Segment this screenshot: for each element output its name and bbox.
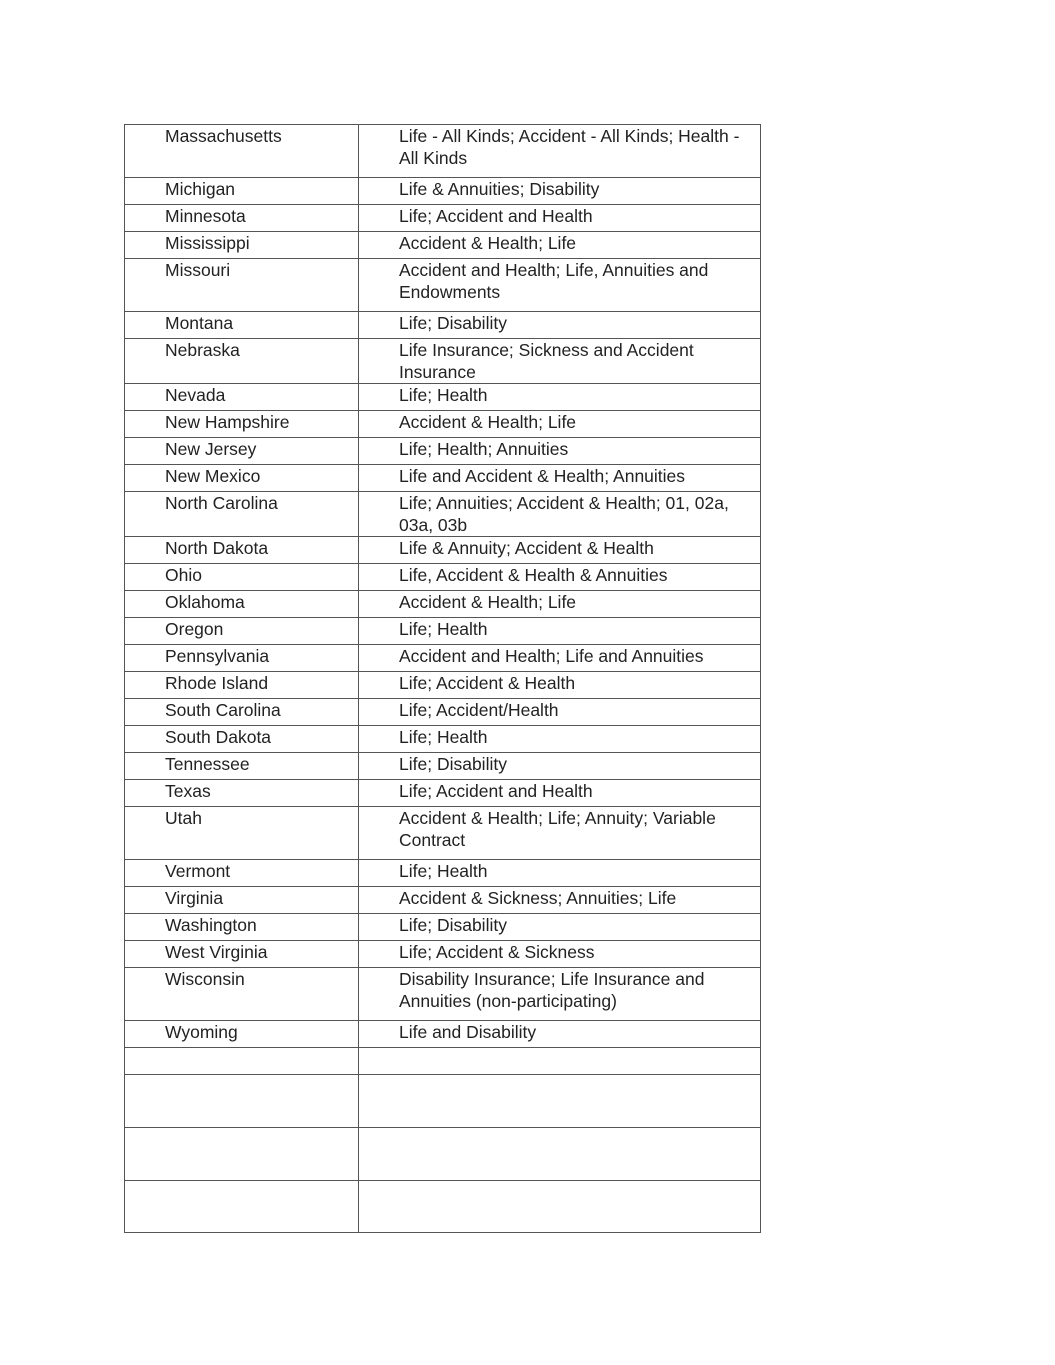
- state-name: Texas: [165, 781, 211, 801]
- state-cell: [125, 537, 359, 564]
- state-cell: [125, 1128, 359, 1181]
- state-cell: [125, 411, 359, 438]
- state-name: Oregon: [165, 619, 224, 639]
- lines-of-authority: Life; Accident & Health: [399, 673, 576, 693]
- state-name: West Virginia: [165, 942, 268, 962]
- state-name: Minnesota: [165, 206, 246, 226]
- state-name: Montana: [165, 313, 234, 333]
- state-cell: [125, 178, 359, 205]
- state-name: Missouri: [165, 260, 231, 280]
- lines-of-authority: Life; Annuities; Accident & Health; 01, 02a, 03a, 03b: [399, 493, 729, 535]
- table-row: [125, 941, 761, 968]
- table-row: [125, 465, 761, 492]
- table-row: [125, 339, 761, 384]
- lines-cell: [359, 914, 761, 941]
- table-row: [125, 1128, 761, 1181]
- table-row: [125, 753, 761, 780]
- state-name: New Jersey: [165, 439, 257, 459]
- table-row: [125, 618, 761, 645]
- state-name: Utah: [165, 808, 202, 828]
- lines-cell: [359, 591, 761, 618]
- table-row: [125, 780, 761, 807]
- lines-cell: [359, 645, 761, 672]
- state-cell: [125, 384, 359, 411]
- lines-of-authority: Life; Health: [399, 619, 488, 639]
- state-name: Nebraska: [165, 340, 240, 360]
- lines-cell: [359, 1075, 761, 1128]
- lines-of-authority: Life and Disability: [399, 1022, 537, 1042]
- table-row: [125, 591, 761, 618]
- state-cell: [125, 205, 359, 232]
- table-row: [125, 384, 761, 411]
- state-cell: [125, 465, 359, 492]
- lines-cell: [359, 259, 761, 312]
- table-row: [125, 1048, 761, 1075]
- lines-cell: [359, 672, 761, 699]
- lines-cell: [359, 1021, 761, 1048]
- state-name: Rhode Island: [165, 673, 269, 693]
- state-cell: [125, 1048, 359, 1075]
- lines-cell: [359, 807, 761, 860]
- lines-of-authority: Life; Health: [399, 861, 488, 881]
- state-name: North Dakota: [165, 538, 269, 558]
- lines-of-authority: Life; Disability: [399, 313, 507, 333]
- state-licenses-table: [124, 124, 761, 1233]
- table-row: [125, 887, 761, 914]
- state-cell: [125, 726, 359, 753]
- lines-cell: [359, 699, 761, 726]
- table-row: [125, 564, 761, 591]
- state-name: North Carolina: [165, 493, 278, 513]
- state-name: Vermont: [165, 861, 231, 881]
- lines-cell: [359, 618, 761, 645]
- state-cell: [125, 564, 359, 591]
- state-cell: [125, 1021, 359, 1048]
- lines-cell: [359, 465, 761, 492]
- state-cell: [125, 312, 359, 339]
- table-row: [125, 259, 761, 312]
- lines-cell: [359, 887, 761, 914]
- state-cell: [125, 968, 359, 1021]
- lines-of-authority: Life; Health; Annuities: [399, 439, 569, 459]
- state-cell: [125, 125, 359, 178]
- table-row: [125, 178, 761, 205]
- lines-of-authority: Accident & Health; Life; Annuity; Variable Contract: [399, 808, 716, 850]
- lines-of-authority: Life; Accident/Health: [399, 700, 559, 720]
- state-name: Pennsylvania: [165, 646, 270, 666]
- state-name: Virginia: [165, 888, 224, 908]
- lines-of-authority: Life; Disability: [399, 754, 507, 774]
- state-cell: [125, 1075, 359, 1128]
- lines-cell: [359, 339, 761, 384]
- lines-of-authority: Accident and Health; Life and Annuities: [399, 646, 704, 666]
- state-name: Wisconsin: [165, 969, 245, 989]
- state-cell: [125, 438, 359, 465]
- lines-of-authority: Life; Health: [399, 385, 488, 405]
- state-cell: [125, 887, 359, 914]
- lines-cell: [359, 384, 761, 411]
- lines-of-authority: Life & Annuities; Disability: [399, 179, 600, 199]
- lines-of-authority: Accident & Sickness; Annuities; Life: [399, 888, 677, 908]
- lines-of-authority: Life, Accident & Health & Annuities: [399, 565, 668, 585]
- lines-of-authority: Accident & Health; Life: [399, 233, 577, 253]
- lines-cell: [359, 1128, 761, 1181]
- lines-cell: [359, 1181, 761, 1233]
- lines-cell: [359, 537, 761, 564]
- state-cell: [125, 672, 359, 699]
- lines-of-authority: Life & Annuity; Accident & Health: [399, 538, 654, 558]
- lines-cell: [359, 968, 761, 1021]
- state-cell: [125, 618, 359, 645]
- lines-cell: [359, 860, 761, 887]
- state-cell: [125, 259, 359, 312]
- lines-cell: [359, 726, 761, 753]
- state-cell: [125, 941, 359, 968]
- state-cell: [125, 645, 359, 672]
- lines-of-authority: Disability Insurance; Life Insurance and Annuities (non-participating): [399, 969, 705, 1011]
- state-cell: [125, 1181, 359, 1233]
- lines-cell: [359, 411, 761, 438]
- state-name: Michigan: [165, 179, 236, 199]
- table-row: [125, 1021, 761, 1048]
- table-row: [125, 537, 761, 564]
- state-cell: [125, 591, 359, 618]
- state-cell: [125, 780, 359, 807]
- state-name: Ohio: [165, 565, 202, 585]
- state-cell: [125, 339, 359, 384]
- lines-cell: [359, 780, 761, 807]
- table-row: [125, 726, 761, 753]
- lines-of-authority: Life and Accident & Health; Annuities: [399, 466, 686, 486]
- table-row: [125, 1075, 761, 1128]
- state-name: Tennessee: [165, 754, 250, 774]
- lines-cell: [359, 312, 761, 339]
- table-row: [125, 860, 761, 887]
- lines-cell: [359, 125, 761, 178]
- lines-of-authority: Accident & Health; Life: [399, 592, 577, 612]
- state-name: Oklahoma: [165, 592, 245, 612]
- state-cell: [125, 914, 359, 941]
- lines-cell: [359, 564, 761, 591]
- table-row: [125, 968, 761, 1021]
- state-name: Wyoming: [165, 1022, 238, 1042]
- lines-of-authority: Life; Accident & Sickness: [399, 942, 595, 962]
- table-row: [125, 411, 761, 438]
- lines-cell: [359, 1048, 761, 1075]
- lines-of-authority: Life Insurance; Sickness and Accident Insurance: [399, 340, 694, 382]
- state-name: South Carolina: [165, 700, 281, 720]
- table-row: [125, 645, 761, 672]
- lines-of-authority: Life; Disability: [399, 915, 507, 935]
- lines-cell: [359, 941, 761, 968]
- table-row: [125, 492, 761, 537]
- lines-cell: [359, 492, 761, 537]
- lines-cell: [359, 438, 761, 465]
- state-name: Mississippi: [165, 233, 250, 253]
- state-name: Nevada: [165, 385, 226, 405]
- state-name: Massachusetts: [165, 126, 282, 146]
- table-row: [125, 125, 761, 178]
- table-row: [125, 232, 761, 259]
- table-row: [125, 1181, 761, 1233]
- lines-cell: [359, 232, 761, 259]
- state-cell: [125, 699, 359, 726]
- table-row: [125, 672, 761, 699]
- state-cell: [125, 807, 359, 860]
- lines-of-authority: Accident and Health; Life, Annuities and Endowments: [399, 260, 709, 302]
- table-row: [125, 312, 761, 339]
- lines-cell: [359, 205, 761, 232]
- lines-of-authority: Life - All Kinds; Accident - All Kinds; Health - All Kinds: [399, 126, 740, 168]
- state-cell: [125, 232, 359, 259]
- table-row: [125, 807, 761, 860]
- lines-of-authority: Life; Accident and Health: [399, 206, 593, 226]
- table-row: [125, 699, 761, 726]
- table-row: [125, 914, 761, 941]
- table-row: [125, 205, 761, 232]
- lines-of-authority: Life; Accident and Health: [399, 781, 593, 801]
- state-name: South Dakota: [165, 727, 272, 747]
- state-cell: [125, 492, 359, 537]
- state-cell: [125, 753, 359, 780]
- state-name: New Mexico: [165, 466, 261, 486]
- lines-cell: [359, 178, 761, 205]
- lines-of-authority: Accident & Health; Life: [399, 412, 577, 432]
- table-row: [125, 438, 761, 465]
- lines-of-authority: Life; Health: [399, 727, 488, 747]
- lines-cell: [359, 753, 761, 780]
- state-name: New Hampshire: [165, 412, 290, 432]
- state-cell: [125, 860, 359, 887]
- state-name: Washington: [165, 915, 257, 935]
